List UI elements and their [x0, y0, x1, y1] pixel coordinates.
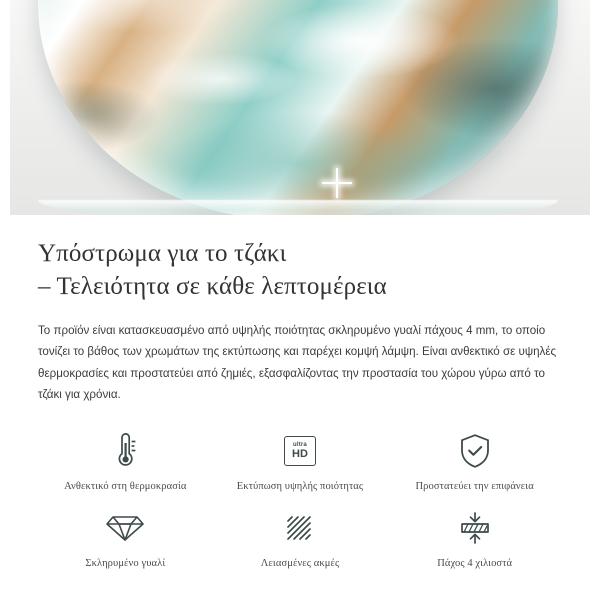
- hero-image: [0, 0, 600, 215]
- hd-text: HD: [292, 447, 308, 460]
- polished-edges-icon: [277, 505, 323, 551]
- feature-item-thickness: [387, 505, 562, 571]
- feature-label: Πάχος 4 χιλιοστά: [437, 558, 513, 570]
- diamond-icon: [102, 505, 148, 551]
- shield-check-icon: [452, 428, 498, 474]
- feature-item-tempered-glass: [38, 505, 213, 571]
- ultra-hd-icon: [277, 428, 323, 474]
- feature-label: Ανθεκτικό στη θερμοκρασία: [64, 480, 187, 492]
- feature-label: Λειασμένες ακμές: [260, 558, 340, 570]
- feature-label: Προστατεύει την επιφάνεια: [415, 480, 534, 492]
- thickness-arrows-icon: [452, 505, 498, 551]
- content-area: [0, 215, 600, 571]
- hero-margin-right: [590, 0, 600, 215]
- ultra-text: ultra: [292, 441, 307, 448]
- feature-item-temperature: [38, 428, 213, 494]
- description-paragraph: Το προϊόν είναι κατασκευασμένο από υψηλής ποιότητας σκληρυμένο γυαλί πάχους 4 mm, το οποίο τονίζει το βάθος των χρωμάτων της εκτύπωσης και παρέχει κομψή λάμψη. Είναι ανθεκτικό σε υψηλές θερμοκρασίες και προστατεύει από ζημιές, εξασφαλίζοντας την προστασία του χώρου γύρω από το τζάκι για χρόνια.: [38, 324, 557, 402]
- thermometer-icon: [102, 428, 148, 474]
- headline-line-1: Υπόστρωμα για το τζάκι: [38, 240, 287, 267]
- hero-margin-left: [0, 0, 10, 215]
- feature-item-surface-protection: [387, 428, 562, 494]
- feature-item-polished-edges: [213, 505, 388, 571]
- feature-label: Εκτύπωση υψηλής ποιότητας: [236, 480, 364, 492]
- feature-grid: [38, 428, 562, 571]
- feature-label: Σκληρυμένο γυαλί: [85, 558, 166, 570]
- headline-line-2: – Τελειότητα σε κάθε λεπτομέρεια: [38, 273, 387, 300]
- page-title: [38, 237, 562, 303]
- feature-item-print-quality: [213, 428, 388, 494]
